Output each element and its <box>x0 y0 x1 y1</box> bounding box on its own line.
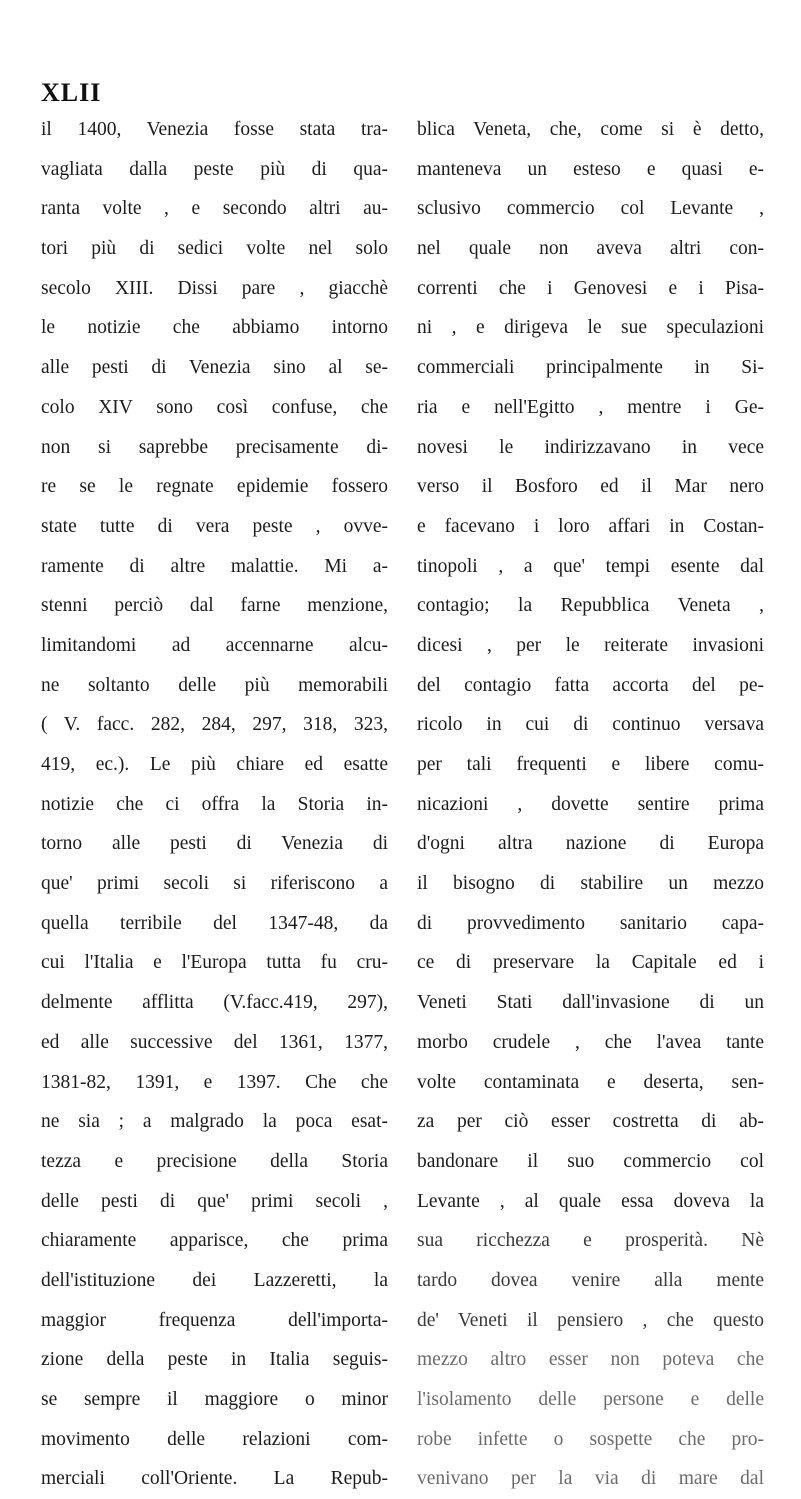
right-column-line: ricolo in cui di continuo versava <box>417 714 764 736</box>
left-column-line: zione della peste in Italia seguis- <box>41 1349 388 1371</box>
right-column-line: Veneti Stati dall'invasione di un <box>417 992 764 1014</box>
left-column-line: movimento delle relazioni com- <box>41 1428 388 1450</box>
right-column-line: del contagio fatta accorta del pe- <box>417 674 764 696</box>
right-column-line: za per ciò esser costretta di ab- <box>417 1111 764 1133</box>
left-column-line: merciali coll'Oriente. La Repub- <box>41 1468 388 1490</box>
right-column-line: di provvedimento sanitario capa- <box>417 912 764 934</box>
left-column-line: notizie che ci offra la Storia in- <box>41 793 388 815</box>
left-column-line: limitandomi ad accennarne alcu- <box>41 634 388 656</box>
left-column-line: alle pesti di Venezia sino al se- <box>41 357 388 379</box>
left-column-line: delle pesti di que' primi secoli , <box>41 1190 388 1212</box>
right-column-line: volte contaminata e deserta, sen- <box>417 1071 764 1093</box>
right-text-column <box>417 110 764 1499</box>
left-column-line: vagliata dalla peste più di qua- <box>41 158 388 180</box>
left-column-line: stenni perciò dal farne menzione, <box>41 595 388 617</box>
left-column-line: cui l'Italia e l'Europa tutta fu cru- <box>41 952 388 974</box>
left-column-line: ed alle successive del 1361, 1377, <box>41 1031 388 1053</box>
right-column-line: l'isolamento delle persone e delle <box>417 1389 764 1410</box>
left-text-column <box>41 110 388 1499</box>
right-column-line: contagio; la Repubblica Veneta , <box>417 595 764 617</box>
right-column-line: sclusivo commercio col Levante , <box>417 198 764 220</box>
right-column-line: commerciali principalmente in Si- <box>417 357 764 379</box>
left-column-line: non si saprebbe precisamente di- <box>41 436 388 458</box>
left-column-line: ( V. facc. 282, 284, 297, 318, 323, <box>41 714 388 736</box>
right-column-line: ce di preservare la Capitale ed i <box>417 952 764 974</box>
left-column-line: le notizie che abbiamo intorno <box>41 317 388 339</box>
left-column-line: secolo XIII. Dissi pare , giacchè <box>41 277 388 299</box>
left-column-line: ne soltanto delle più memorabili <box>41 674 388 696</box>
right-column-line: dicesi , per le reiterate invasioni <box>417 634 764 656</box>
right-column-line: ni , e dirigeva le sue speculazioni <box>417 317 764 339</box>
page-number: XLII <box>41 78 102 107</box>
right-column-line: verso il Bosforo ed il Mar nero <box>417 476 764 498</box>
right-column-line: morbo crudele , che l'avea tante <box>417 1031 764 1053</box>
right-column-line: tinopoli , a que' tempi esente dal <box>417 555 764 577</box>
left-column-line: re se le regnate epidemie fossero <box>41 476 388 498</box>
left-column-line: ne sia ; a malgrado la poca esat- <box>41 1111 388 1133</box>
right-column-line: tardo dovea venire alla mente <box>417 1269 764 1291</box>
left-column-line: colo XIV sono così confuse, che <box>41 396 388 418</box>
left-column-line: se sempre il maggiore o minor <box>41 1389 388 1410</box>
left-column-line: 419, ec.). Le più chiare ed esatte <box>41 754 388 775</box>
left-column-line: ramente di altre malattie. Mi a- <box>41 555 388 577</box>
right-column-line: il bisogno di stabilire un mezzo <box>417 873 764 895</box>
left-column-line: quella terribile del 1347-48, da <box>41 912 388 934</box>
left-column-line: dell'istituzione dei Lazzeretti, la <box>41 1269 388 1291</box>
right-column-line: blica Veneta, che, come si è detto, <box>417 119 764 140</box>
right-column-line: robe infette o sospette che pro- <box>417 1428 764 1450</box>
left-column-line: maggior frequenza dell'importa- <box>41 1309 388 1331</box>
left-column-line: chiaramente apparisce, che prima <box>41 1230 388 1252</box>
right-column-line: manteneva un esteso e quasi e- <box>417 158 764 180</box>
right-column-line: venivano per la via di mare dal <box>417 1468 764 1490</box>
right-column-line: d'ogni altra nazione di Europa <box>417 833 764 855</box>
left-column-line: torno alle pesti di Venezia di <box>41 833 388 855</box>
right-column-line: Levante , al quale essa doveva la <box>417 1190 764 1212</box>
right-column-line: e facevano i loro affari in Costan- <box>417 515 764 537</box>
right-column-line: bandonare il suo commercio col <box>417 1150 764 1172</box>
left-column-line: il 1400, Venezia fosse stata tra- <box>41 119 388 140</box>
right-column-line: mezzo altro esser non poteva che <box>417 1349 764 1371</box>
left-column-line: 1381-82, 1391, e 1397. Che che <box>41 1071 388 1093</box>
left-column-line: delmente afflitta (V.facc.419, 297), <box>41 992 388 1014</box>
right-column-line: sua ricchezza e prosperità. Nè <box>417 1230 764 1252</box>
right-column-line: nicazioni , dovette sentire prima <box>417 793 764 815</box>
right-column-line: nel quale non aveva altri con- <box>417 238 764 260</box>
right-column-line: novesi le indirizzavano in vece <box>417 436 764 458</box>
right-column-line: per tali frequenti e libere comu- <box>417 754 764 775</box>
right-column-line: de' Veneti il pensiero , che questo <box>417 1309 764 1331</box>
left-column-line: tezza e precisione della Storia <box>41 1150 388 1172</box>
left-column-line: tori più di sedici volte nel solo <box>41 238 388 260</box>
left-column-line: ranta volte , e secondo altri au- <box>41 198 388 220</box>
right-column-line: ria e nell'Egitto , mentre i Ge- <box>417 396 764 418</box>
left-column-line: state tutte di vera peste , ovve- <box>41 515 388 537</box>
left-column-line: que' primi secoli si riferiscono a <box>41 873 388 895</box>
right-column-line: correnti che i Genovesi e i Pisa- <box>417 277 764 299</box>
